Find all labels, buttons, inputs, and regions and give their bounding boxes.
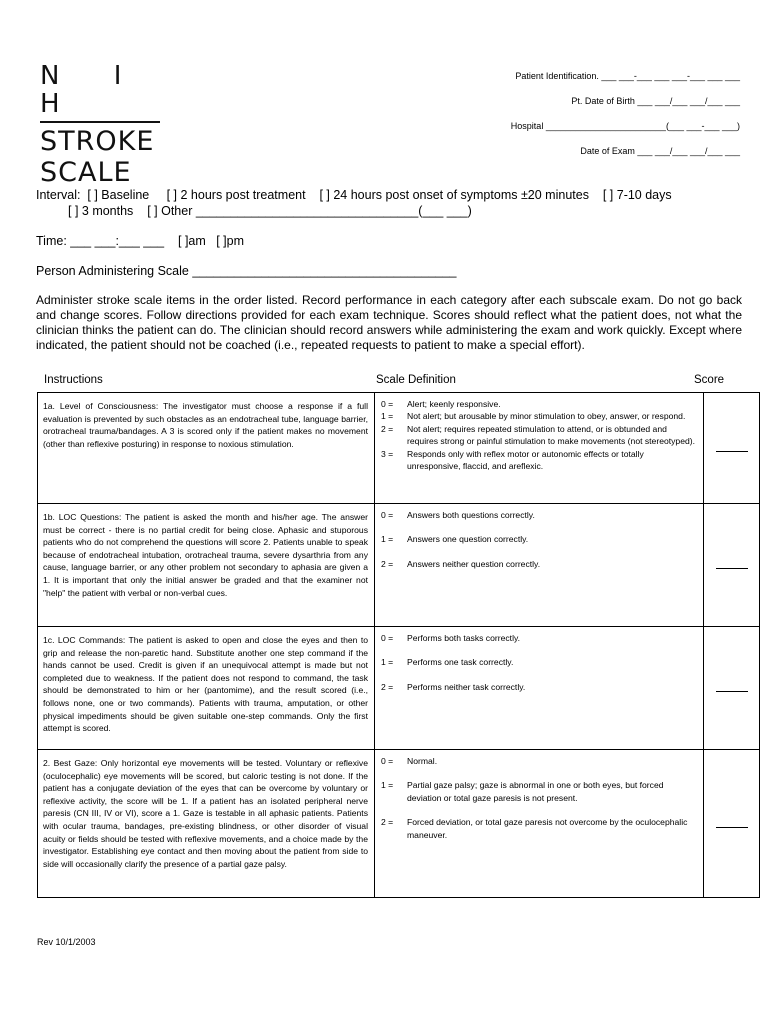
item-instructions: 1a. Level of Consciousness: The investigator must choose a response if a full evaluation is prevented by such obstacles as an endotracheal tube, language barrier, orotracheal trauma/bandages. A 3 is scored only if the patient makes no movement (other than reflexive posturing) in response to noxious stimulation. xyxy=(38,393,375,504)
option: 0 = Performs both tasks correctly. xyxy=(381,633,521,643)
score-blank[interactable] xyxy=(716,826,748,828)
option: 3 = Responds only with reflex motor or autonomic effects or totally unresponsive, flaccid, and areflexic. xyxy=(381,448,644,472)
time-field[interactable]: Time: ___ ___:___ ___ [ ]am [ ]pm xyxy=(36,234,244,248)
score-blank[interactable] xyxy=(716,567,748,569)
nih-stroke-scale-logo xyxy=(40,62,162,188)
revision-footer: Rev 10/1/2003 xyxy=(37,937,96,947)
scale-table xyxy=(37,392,760,898)
patient-id-field[interactable]: Patient Identification. ___ ___-___ ___ ___-___ ___ ___ xyxy=(515,71,740,81)
item-instructions: 1c. LOC Commands: The patient is asked to open and close the eyes and then to grip and release the non-paretic hand. Substitute another one step command if the hands cannot be used. Credit is given if an unequivocal attempt is made but not completed due to weakness. If the patient does not respond to command, the task should be demonstrated to him or her (pantomime), and the result scored (i.e., follows none, one or two commands). Patients with trauma, amputation, or other physical impediments should be given suitable one-step commands. Only the first attempt is scored. xyxy=(38,627,375,750)
item-instructions: 2. Best Gaze: Only horizontal eye movements will be tested. Voluntary or reflexive (oculocephalic) eye movements will be scored, but caloric testing is not done. If the patient has a conjugate deviation of the eyes that can be overcome by voluntary or reflexive activity, the score will be 1. If a patient has an isolated peripheral nerve paresis (CN III, IV or VI), score a 1. Gaze is testable in all aphasic patients. Patients with ocular trauma, bandages, pre-existing blindness, or other disorder of visual acuity or fields should be tested with reflexive movements, and a choice made by the investigator. Establishing eye contact and then moving about the patient from side to side will occasionally clarify the presence of a partial gaze palsy. xyxy=(38,750,375,898)
option: 2 = Forced deviation, or total gaze paresis not overcome by the oculocephalic maneuver. xyxy=(381,817,688,840)
interval-line-1[interactable]: Interval: [ ] Baseline [ ] 2 hours post treatment [ ] 24 hours post onset of symptoms ±20 minutes [ ] 7-10 days xyxy=(36,188,672,202)
option: 2 = Performs neither task correctly. xyxy=(381,681,526,692)
item-definition xyxy=(375,627,704,750)
item-row-2 xyxy=(38,750,760,898)
item-row-1b xyxy=(38,504,760,627)
logo-rule xyxy=(40,121,160,123)
item-definition xyxy=(375,393,704,504)
option: 1 = Not alert; but arousable by minor stimulation to obey, answer, or respond. xyxy=(381,411,686,422)
item-definition xyxy=(375,750,704,898)
item-definition xyxy=(375,504,704,627)
option: 0 = Normal. xyxy=(381,756,438,766)
item-row-1c xyxy=(38,627,760,750)
score-cell[interactable] xyxy=(704,504,760,627)
intro-paragraph: Administer stroke scale items in the order listed. Record performance in each category after each subscale exam. Do not go back and change scores. Follow directions provided for each exam technique. Scores should reflect what the patient does, not what the clinician thinks the patient can do. The clinician should record answers while administering the exam and work quickly. Except where indicated, the patient should not be coached (i.e., repeated requests to patient to make a special effort). xyxy=(36,293,742,352)
score-cell[interactable] xyxy=(704,750,760,898)
exam-date-field[interactable]: Date of Exam ___ ___/___ ___/___ ___ xyxy=(580,146,740,156)
option: 2 = Not alert; requires repeated stimulation to attend, or is obtunded and requires strong or painful stimulation to make movements (not stereotyped). xyxy=(381,423,696,447)
logo-nih: N I H xyxy=(40,61,145,119)
column-header-instructions: Instructions xyxy=(44,374,103,386)
column-header-definition: Scale Definition xyxy=(376,374,456,386)
logo-scale: SCALE xyxy=(40,157,132,188)
item-instructions: 1b. LOC Questions: The patient is asked the month and his/her age. The answer must be correct - there is no partial credit for being close. Aphasic and stuporous patients who do not comprehend the questions will score 2. Patients unable to speak because of endotracheal intubation, orotracheal trauma, severe dysarthria from any cause, language barrier, or any other problem not secondary to aphasia are given a 1. It is important that only the initial answer be graded and that the examiner not "help" the patient with verbal or non-verbal cues. xyxy=(38,504,375,627)
person-administering-field[interactable]: Person Administering Scale ______________________________________ xyxy=(36,264,457,278)
column-header-score: Score xyxy=(694,374,725,386)
option: 1 = Answers one question correctly. xyxy=(381,534,529,545)
option: 0 = Answers both questions correctly. xyxy=(381,510,535,520)
score-blank[interactable] xyxy=(716,690,748,692)
patient-fields xyxy=(511,70,740,170)
option: 1 = Partial gaze palsy; gaze is abnormal in one or both eyes, but forced deviation or total gaze paresis is not present. xyxy=(381,780,664,803)
option: 0 = Alert; keenly responsive. xyxy=(381,399,501,409)
logo-stroke: STROKE xyxy=(40,126,155,157)
option: 2 = Answers neither question correctly. xyxy=(381,558,541,569)
option: 1 = Performs one task correctly. xyxy=(381,657,514,668)
interval-line-2[interactable]: [ ] 3 months [ ] Other ________________________________(___ ___) xyxy=(68,204,472,218)
score-blank[interactable] xyxy=(716,450,748,452)
item-row-1a xyxy=(38,393,760,504)
dob-field[interactable]: Pt. Date of Birth ___ ___/___ ___/___ ___ xyxy=(571,96,740,106)
score-cell[interactable] xyxy=(704,393,760,504)
interval-section xyxy=(36,187,672,219)
hospital-field[interactable]: Hospital ________________________(___ ___-___ ___) xyxy=(510,121,740,131)
score-cell[interactable] xyxy=(704,627,760,750)
